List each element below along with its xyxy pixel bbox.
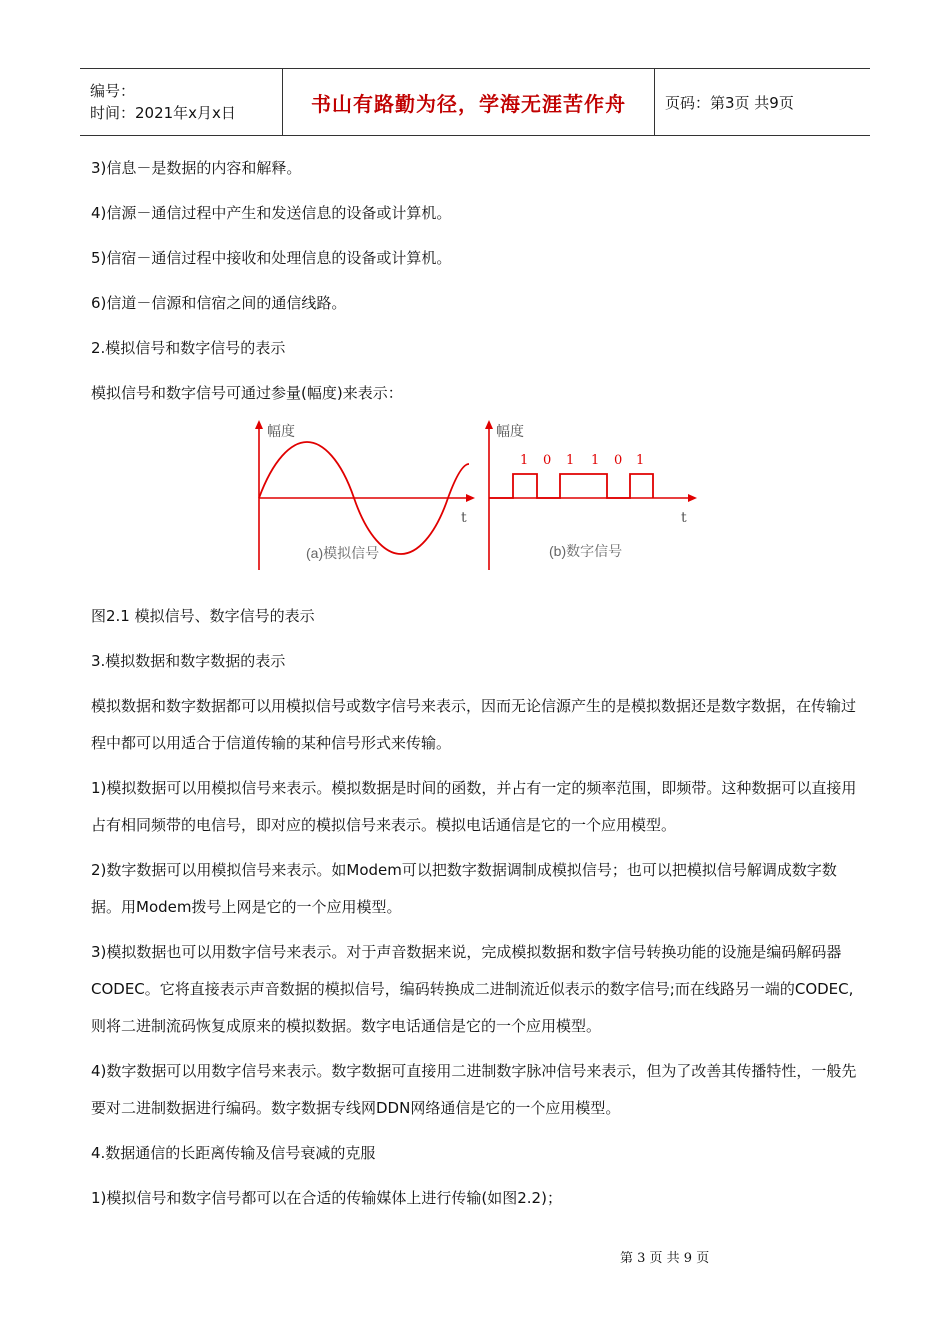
header-meta [80, 69, 283, 135]
analog-caption: (a)模拟信号 [306, 545, 380, 561]
section-heading: 2.模拟信号和数字信号的表示 [91, 339, 286, 357]
analog-y-arrow [255, 420, 263, 429]
digital-signal-panel [485, 420, 697, 570]
document-body [91, 150, 866, 1225]
paragraph: 1)模拟数据可以用模拟信号来表示。模拟数据是时间的函数，并占有一定的频率范围，即频带。这种数据可以直接用占有相同频带的电信号，即对应的模拟信号来表示。模拟电话通信是它的一个应用模型。 [91, 779, 857, 834]
paragraph: 模拟数据和数字数据都可以用模拟信号或数字信号来表示，因而无论信源产生的是模拟数据还是数字数据，在传输过程中都可以用适合于信道传输的某种信号形式来传输。 [91, 697, 857, 752]
bit-label: 1 [636, 453, 645, 468]
section-heading: 3.模拟数据和数字数据的表示 [91, 652, 286, 670]
bit-label: 1 [520, 453, 529, 468]
doc-number-label: 编号： [90, 82, 136, 100]
digital-xlabel: t [681, 510, 687, 526]
digital-ylabel: 幅度 [496, 423, 524, 439]
paragraph: 3)模拟数据也可以用数字信号来表示。对于声音数据来说，完成模拟数据和数字信号转换功能的设施是编码解码器CODEC。它将直接表示声音数据的模拟信号，编码转换成二进制流近似表示的数字信号;而在线路另一端的CODEC,则将二进制流码恢复成原来的模拟数据。数字电话通信是它的一个应用模型。 [91, 943, 854, 1035]
paragraph: 5)信宿－通信过程中接收和处理信息的设备或计算机。 [91, 249, 452, 267]
digital-caption: (b)数字信号 [549, 543, 623, 559]
analog-signal-panel [255, 420, 475, 570]
digital-x-arrow [688, 494, 697, 502]
section-heading: 4.数据通信的长距离传输及信号衰减的克服 [91, 1144, 376, 1162]
figure-caption: 图2.1 模拟信号、数字信号的表示 [91, 607, 315, 625]
paragraph: 6)信道－信源和信宿之间的通信线路。 [91, 294, 347, 312]
digital-pulse-train [489, 474, 653, 498]
bit-label: 0 [614, 453, 623, 468]
paragraph: 1)模拟信号和数字信号都可以在合适的传输媒体上进行传输(如图2.2)； [91, 1189, 562, 1207]
motto-text: 书山有路勤为径，学海无涯苦作舟 [311, 91, 626, 116]
paragraph: 4)信源－通信过程中产生和发送信息的设备或计算机。 [91, 204, 452, 222]
bit-label: 1 [566, 453, 575, 468]
doc-time-label: 时间：2021年x月x日 [90, 104, 236, 122]
paragraph: 3)信息－是数据的内容和解释。 [91, 159, 302, 177]
analog-xlabel: t [461, 510, 467, 526]
signal-figure-svg [251, 420, 871, 580]
paragraph: 2)数字数据可以用模拟信号来表示。如Modem可以把数字数据调制成模拟信号；也可以把模拟信号解调成数字数据。用Modem拨号上网是它的一个应用模型。 [91, 861, 837, 916]
bit-label: 1 [591, 453, 600, 468]
page-header [80, 68, 870, 136]
header-motto [283, 69, 655, 135]
header-page-info: 页码：第3页 共9页 [665, 93, 794, 112]
analog-ylabel: 幅度 [267, 423, 295, 439]
paragraph: 4)数字数据可以用数字信号来表示。数字数据可直接用二进制数字脉冲信号来表示，但为了改善其传播特性，一般先要对二进制数据进行编码。数字数据专线网DDN网络通信是它的一个应用模型。 [91, 1062, 857, 1117]
paragraph: 模拟信号和数字信号可通过参量(幅度)来表示： [91, 384, 403, 402]
bit-label: 0 [543, 453, 552, 468]
analog-x-arrow [466, 494, 475, 502]
digital-y-arrow [485, 420, 493, 429]
signal-figure [91, 420, 866, 580]
footer-page-number: 第 3 页 共 9 页 [620, 1251, 710, 1266]
